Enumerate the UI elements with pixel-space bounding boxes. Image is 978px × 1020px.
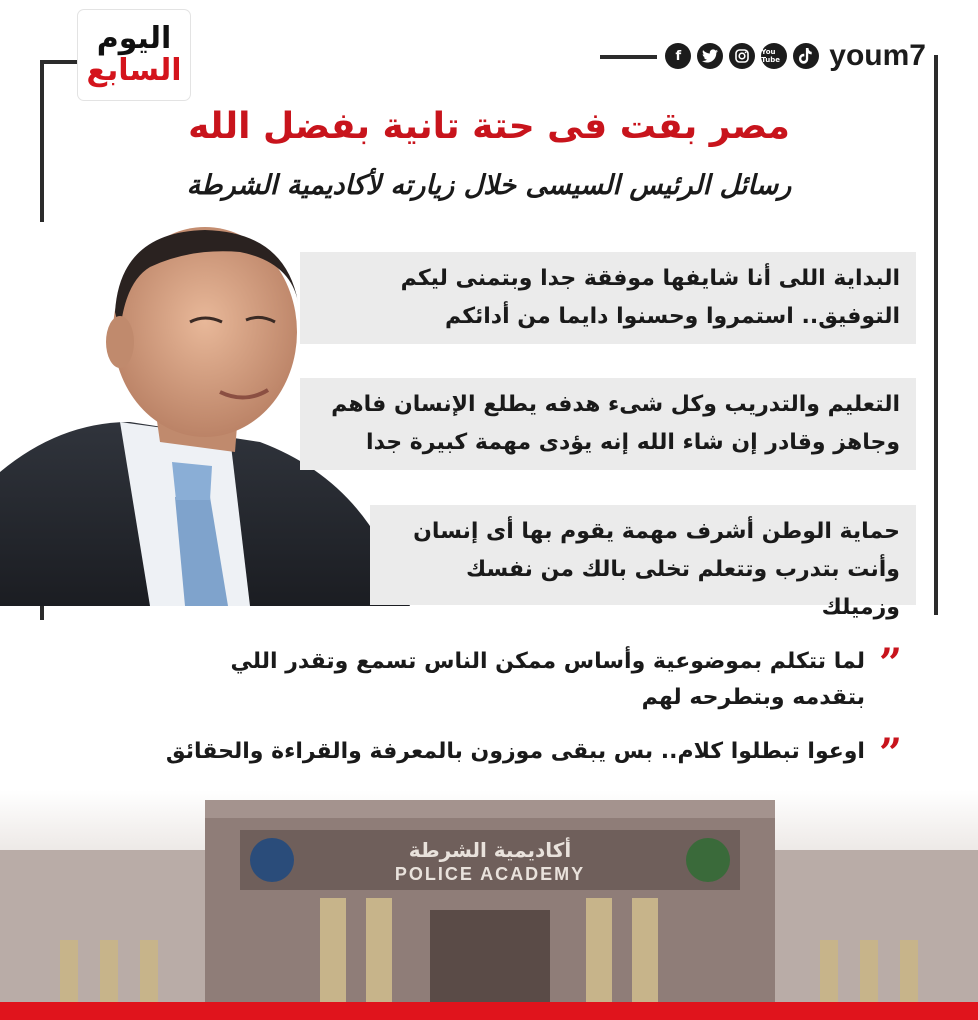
sign-arabic: أكاديمية الشرطة	[408, 838, 572, 862]
tiktok-icon[interactable]	[793, 43, 819, 69]
bullet-1-line2: بتقدمه وبتطرحه لهم	[641, 685, 865, 710]
quote-mark-icon: ”	[878, 640, 902, 687]
subheadline: رسائل الرئيس السيسى خلال زيارته لأكاديمية الشرطة	[186, 170, 792, 201]
quote-mark-icon: ”	[878, 730, 902, 777]
quote-2-line1: التعليم والتدريب وكل شىء هدفه يطلع الإنسان فاهم	[331, 392, 900, 417]
youtube-icon[interactable]: You Tube	[761, 43, 787, 69]
sign-english: POLICE ACADEMY	[394, 864, 586, 884]
twitter-icon[interactable]	[697, 43, 723, 69]
logo-line2: السابع	[86, 53, 182, 88]
quote-1-line1: البداية اللى أنا شايفها موفقة جدا وبتمنى ليكم	[400, 266, 900, 291]
bullet-2-line1: اوعوا تبطلوا كلام.. بس يبقى موزون بالمعرفة والقراءة والحقائق	[165, 739, 865, 764]
youm7-logo	[78, 10, 190, 100]
headline: مصر بقت فى حتة تانية بفضل الله	[188, 106, 790, 147]
quote-box-3	[370, 505, 916, 620]
quote-box-1	[300, 252, 916, 344]
frame-top-left	[40, 60, 80, 64]
quote-2-line2: وجاهز وقادر إن شاء الله إنه يؤدى مهمة كبيرة جدا	[366, 430, 900, 455]
bullet-quote-1	[182, 640, 902, 716]
bullet-1-line1: لما تتكلم بموضوعية وأساس ممكن الناس تسمع وتقدر اللي	[230, 649, 865, 674]
police-academy-building	[0, 790, 978, 1002]
bottom-red-bar	[0, 1002, 978, 1020]
logo-line1: اليوم	[96, 21, 172, 56]
quote-3-line2: وأنت بتدرب وتتعلم تخلى بالك من نفسك وزميلك	[465, 557, 900, 620]
quote-3-line1: حماية الوطن أشرف مهمة يقوم بها أى إنسان	[413, 519, 900, 544]
brand-name: youm7	[829, 39, 926, 72]
quote-box-2	[300, 378, 916, 470]
instagram-icon[interactable]	[729, 43, 755, 69]
facebook-icon[interactable]: f	[665, 43, 691, 69]
quote-1-line2: التوفيق.. استمروا وحسنوا دايما من أدائكم	[444, 304, 900, 329]
social-bar	[657, 38, 934, 74]
bullet-quote-2	[142, 730, 902, 777]
